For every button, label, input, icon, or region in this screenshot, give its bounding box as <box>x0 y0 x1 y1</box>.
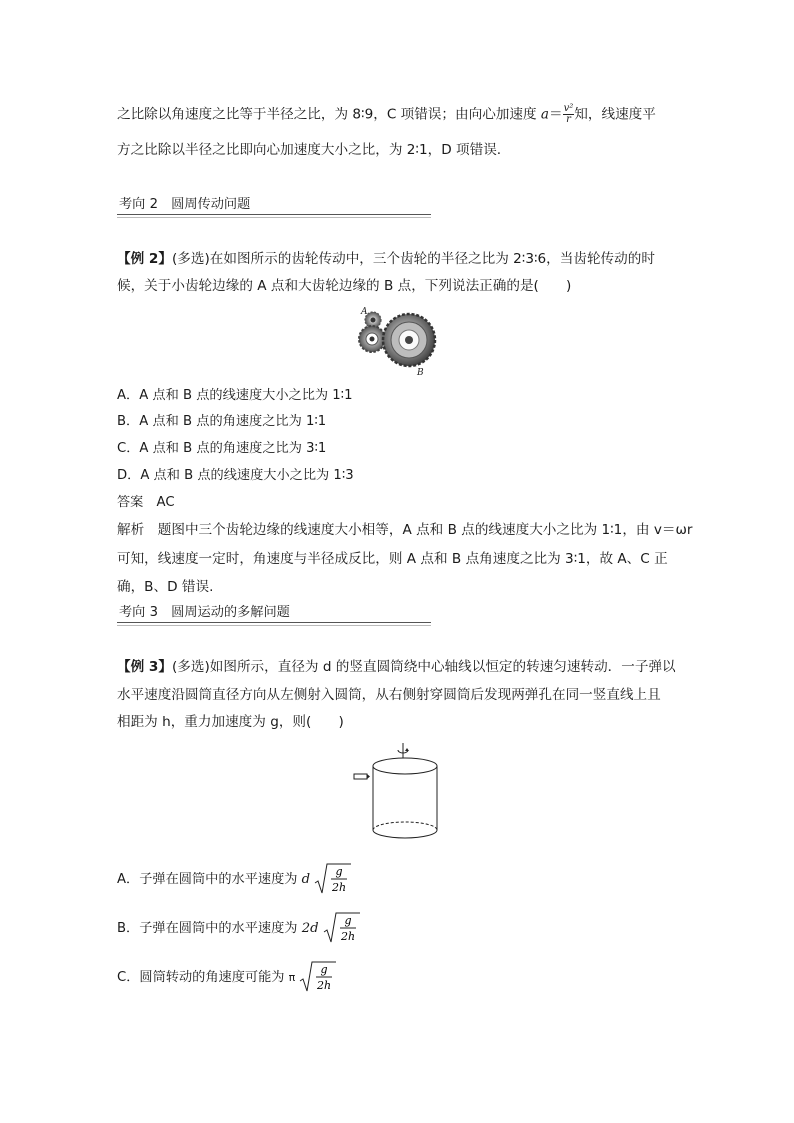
example2-line-1 <box>117 249 655 269</box>
example2-answer: 答案 AC <box>117 495 175 510</box>
option-a-text: A．子弹在圆筒中的水平速度为 <box>117 872 302 887</box>
section-header-3 <box>117 600 431 623</box>
example2-text-1: (多选)在如图所示的齿轮传动中，三个齿轮的半径之比为 2∶3∶6，当齿轮传动的时 <box>171 251 655 267</box>
section-title-2: 考向 2 圆周传动问题 <box>119 197 251 212</box>
option-b-sqrt <box>323 911 361 945</box>
option-b-num: g <box>344 914 352 927</box>
example2-option-d: D．A 点和 B 点的线速度大小之比为 1∶3 <box>117 468 354 483</box>
section-header-2 <box>117 192 431 215</box>
gear-label-b: B <box>417 368 424 378</box>
option-c-coef: π <box>288 971 296 984</box>
bullet-icon <box>354 774 367 779</box>
fraction-denominator: r <box>566 114 571 125</box>
option-c-num: g <box>320 963 329 976</box>
option-a-num: g <box>335 865 343 878</box>
example2-analysis-line-2: 可知，线速度一定时，角速度与半径成反比，则 A 点和 B 点角速度之比为 3∶1，故 A、C 正 <box>117 551 668 567</box>
option-a-coef: d <box>301 872 311 887</box>
example2-label: 【例 2】 <box>117 251 172 267</box>
gear-figure <box>354 300 444 378</box>
example2-line-2: 候，关于小齿轮边缘的 A 点和大齿轮边缘的 B 点，下列说法正确的是( ) <box>117 278 572 294</box>
example3-option-c <box>117 960 337 994</box>
example3-line-3: 相距为 h，重力加速度为 g，则( ) <box>117 714 344 730</box>
example2-option-a: A．A 点和 B 点的线速度大小之比为 1∶1 <box>117 388 353 403</box>
option-b-text: B．子弹在圆筒中的水平速度为 <box>117 921 302 936</box>
option-a-den: 2h <box>332 881 347 894</box>
example2-option-c: C．A 点和 B 点的角速度之比为 3∶1 <box>117 441 327 456</box>
gear-label-a: A <box>361 307 368 317</box>
intro-line-1 <box>117 104 656 125</box>
option-c-sqrt <box>299 960 337 994</box>
example3-text-1: (多选)如图所示，直径为 d 的竖直圆筒绕中心轴线以恒定的转速匀速转动．一子弹以 <box>171 659 676 675</box>
fraction-v2-over-r <box>563 104 575 125</box>
intro-text-b: 知，线速度平 <box>574 106 656 123</box>
example3-label: 【例 3】 <box>117 659 172 675</box>
intro-line-2: 方之比除以半径之比即向心加速度大小之比，为 2∶1，D 项错误. <box>117 142 502 158</box>
section-title-3: 考向 3 圆周运动的多解问题 <box>119 605 290 620</box>
gear-illustration <box>354 300 444 378</box>
example2-analysis-line-3: 确，B、D 错误. <box>117 579 214 595</box>
var-a: a <box>540 106 550 123</box>
example3-option-a <box>117 862 352 896</box>
cylinder-illustration <box>350 740 445 844</box>
example2-option-b: B．A 点和 B 点的角速度之比为 1∶1 <box>117 414 327 429</box>
cylinder-figure <box>350 740 445 844</box>
example2-analysis-line-1: 解析 题图中三个齿轮边缘的线速度大小相等，A 点和 B 点的线速度大小之比为 1∶1，由 v＝ωr <box>117 522 693 538</box>
intro-text-a: 之比除以角速度之比等于半径之比，为 8∶9，C 项错误；由向心加速度 <box>117 106 541 123</box>
option-c-text: C．圆筒转动的角速度可能为 <box>117 970 289 985</box>
option-b-den: 2h <box>340 930 355 943</box>
fraction-numerator: v² <box>563 103 574 114</box>
example3-option-b <box>117 911 361 945</box>
option-b-coef: 2d <box>301 921 319 936</box>
option-a-sqrt <box>314 862 352 896</box>
example3-line-1 <box>117 657 676 677</box>
option-c-den: 2h <box>317 979 332 992</box>
example3-line-2: 水平速度沿圆筒直径方向从左侧射入圆筒，从右侧射穿圆筒后发现两弹孔在同一竖直线上且 <box>117 687 661 703</box>
equals-sign: ＝ <box>549 106 563 123</box>
